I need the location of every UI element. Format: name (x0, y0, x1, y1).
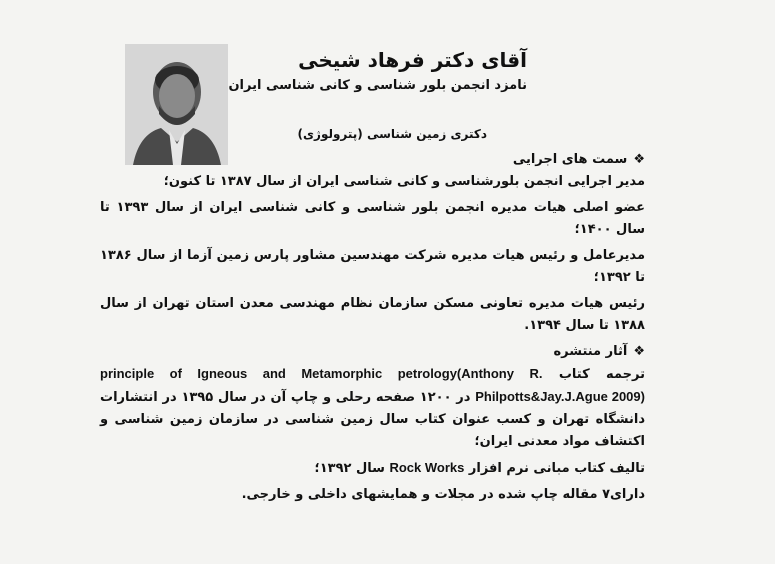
book-prefix: ترجمه کتاب (542, 367, 645, 382)
position-item: مدیرعامل و رئیس هیات مدیره شرکت مهندسین مشاور پارس زمین آزما از سال ۱۳۸۶ تا ۱۳۹۲؛ (100, 248, 645, 285)
software-book-item (100, 457, 645, 480)
works-title: آثار منتشره (553, 344, 628, 359)
candidate-subtitle: نامزد انجمن بلور شناسی و کانی شناسی ایران (228, 78, 527, 93)
portrait-graphic (125, 44, 228, 165)
portrait-photo (125, 44, 228, 165)
header (228, 48, 527, 93)
diamond-bullet-icon: ❖ (633, 344, 645, 359)
page-title: آقای دکتر فرهاد شیخی (298, 48, 527, 72)
diamond-bullet-icon: ❖ (633, 152, 645, 167)
book-rest: در ۱۲۰۰ صفحه رحلی و چاپ آن در سال ۱۳۹۵ در انتشارات دانشگاه تهران و کسب عنوان کتاب سال زمین شناسی در سازمان زمین شناسی و اکتشاف مواد معدنی ایران؛ (100, 390, 645, 449)
position-item: عضو اصلی هیات مدیره انجمن بلور شناسی و کانی شناسی ایران از سال ۱۳۹۳ تا سال ۱۴۰۰؛ (100, 200, 645, 237)
content (100, 149, 645, 510)
position-item: مدیر اجرایی انجمن بلورشناسی و کانی شناسی ایران از سال ۱۳۸۷ تا کنون؛ (163, 174, 645, 189)
position-item: رئیس هیات مدیره تعاونی مسکن سازمان نظام مهندسی معدن استان تهران از سال ۱۳۸۸ تا سال ۱۳۹۴. (100, 296, 645, 333)
works-heading (100, 341, 645, 363)
software-prefix: تالیف کتاب مبانی نرم افزار (464, 461, 645, 476)
software-name-en: Rock Works (389, 460, 465, 475)
positions-heading (100, 149, 645, 171)
positions-title: سمت های اجرایی (512, 152, 628, 167)
book-translation-item (100, 363, 645, 453)
articles-item: دارای۷ مقاله چاپ شده در مجلات و همایشهای داخلی و خارجی. (241, 487, 645, 502)
book-title-en: principle of Igneous and Metamorphic petrology(Anthony R. Philpotts&Jay.J.Ague 2009) (100, 366, 645, 404)
software-rest: سال ۱۳۹۲؛ (314, 461, 390, 476)
degree-line: دکتری زمین شناسی (پترولوژی) (297, 127, 487, 141)
